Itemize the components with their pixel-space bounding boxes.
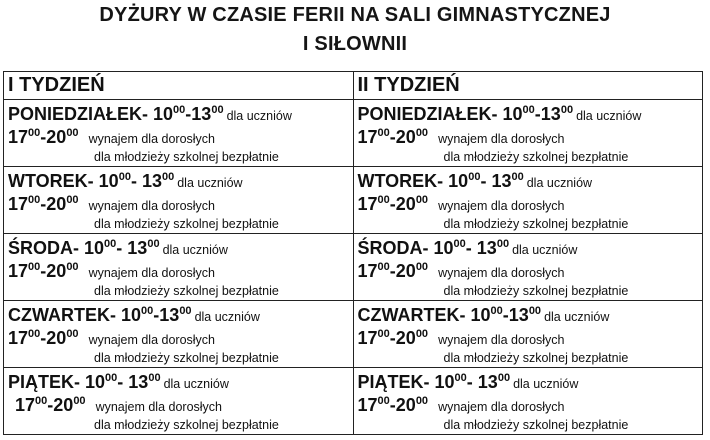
- students-note: dla uczniów: [576, 109, 642, 123]
- students-note: dla uczniów: [526, 176, 593, 190]
- duty-table: [3, 71, 703, 435]
- youth-note: dla młodzieży szkolnej bezpłatnie: [94, 351, 279, 365]
- evening-start-hour: 17: [357, 395, 378, 415]
- schedule-cell-week-1-tuesday: [4, 167, 354, 234]
- morning-end-minutes: 00: [496, 238, 510, 250]
- adults-note: wynajem dla dorosłych: [88, 199, 216, 213]
- evening-start-minutes: 00: [377, 127, 390, 139]
- evening-start-minutes: 00: [377, 328, 390, 340]
- morning-end-minutes: 00: [560, 104, 574, 116]
- schedule-cell-week-1-monday: [4, 100, 354, 167]
- evening-end-hour: 20: [53, 395, 74, 415]
- students-note: dla uczniów: [194, 310, 260, 324]
- evening-start-minutes: 00: [28, 194, 41, 206]
- adults-note: wynajem dla dorosłych: [88, 333, 216, 347]
- evening-end-minutes: 00: [66, 127, 79, 139]
- evening-end-minutes: 00: [66, 194, 79, 206]
- evening-end-hour: 20: [395, 194, 416, 214]
- evening-line: [8, 395, 353, 417]
- morning-start-minutes: 00: [453, 238, 466, 250]
- adults-note: wynajem dla dorosłych: [438, 199, 565, 213]
- students-note: dla uczniów: [177, 176, 243, 190]
- schedule-cell-week-1-thursday: [4, 301, 354, 368]
- morning-line: [358, 371, 703, 395]
- separator: -: [142, 104, 154, 124]
- evening-start-hour: 17: [15, 395, 36, 415]
- day-name: PONIEDZIAŁEK: [357, 104, 492, 124]
- week-2-heading: II TYDZIEŃ: [353, 72, 703, 100]
- morning-end-hour: 13: [128, 372, 149, 392]
- evening-start-hour: 17: [8, 127, 29, 147]
- students-note: dla uczniów: [163, 377, 229, 391]
- day-name: CZWARTEK: [357, 305, 460, 325]
- evening-start-minutes: 00: [35, 395, 48, 407]
- morning-start-minutes: 00: [141, 305, 154, 317]
- morning-end-minutes: 00: [148, 372, 161, 384]
- evening-end-minutes: 00: [415, 194, 429, 206]
- schedule-cell-week-2-monday: [353, 100, 703, 167]
- evening-end-minutes: 00: [415, 328, 429, 340]
- separator: -: [40, 328, 47, 348]
- morning-end-minutes: 00: [161, 171, 175, 183]
- morning-line: [8, 103, 353, 127]
- separator: -: [437, 171, 449, 191]
- evening-end-hour: 20: [46, 194, 67, 214]
- evening-start-hour: 17: [357, 194, 378, 214]
- morning-start-minutes: 00: [104, 238, 117, 250]
- separator: -: [153, 305, 160, 325]
- evening-start-minutes: 00: [377, 261, 390, 273]
- students-note: dla uczniów: [544, 310, 610, 324]
- morning-start-minutes: 00: [105, 372, 118, 384]
- separator: -: [130, 171, 142, 191]
- morning-end-hour: 13: [476, 238, 497, 258]
- schedule-cell-week-1-friday: [4, 368, 354, 435]
- morning-end-minutes: 00: [497, 372, 511, 384]
- schedule-cell-week-2-thursday: [353, 301, 703, 368]
- morning-start-hour: 10: [470, 305, 491, 325]
- morning-end-minutes: 00: [211, 104, 224, 116]
- evening-end-hour: 20: [46, 328, 67, 348]
- evening-line: [358, 328, 703, 350]
- morning-line: [358, 237, 703, 261]
- morning-start-hour: 10: [85, 372, 106, 392]
- evening-end-hour: 20: [395, 328, 416, 348]
- morning-end-minutes: 00: [511, 171, 524, 183]
- evening-end-minutes: 00: [415, 261, 429, 273]
- separator: -: [422, 238, 434, 258]
- day-name: CZWARTEK: [8, 305, 110, 325]
- morning-start-hour: 10: [84, 238, 105, 258]
- morning-line: [358, 170, 703, 194]
- morning-start-hour: 10: [434, 372, 455, 392]
- morning-start-minutes: 00: [454, 372, 467, 384]
- morning-start-hour: 10: [98, 171, 119, 191]
- youth-note: dla młodzieży szkolnej bezpłatnie: [443, 150, 629, 164]
- separator: -: [534, 104, 541, 124]
- morning-start-hour: 10: [502, 104, 523, 124]
- separator: -: [87, 171, 99, 191]
- evening-line: [8, 194, 353, 216]
- morning-start-minutes: 00: [468, 171, 481, 183]
- table-row: [4, 234, 703, 301]
- morning-end-hour: 13: [127, 238, 148, 258]
- adults-note: wynajem dla dorosłych: [88, 266, 216, 280]
- morning-end-minutes: 00: [179, 305, 192, 317]
- separator: -: [459, 305, 471, 325]
- day-name: WTOREK: [357, 171, 438, 191]
- evening-end-minutes: 00: [415, 127, 429, 139]
- adults-note: wynajem dla dorosłych: [438, 132, 565, 146]
- morning-end-hour: 13: [477, 372, 498, 392]
- separator: -: [73, 238, 85, 258]
- separator: -: [389, 395, 396, 415]
- students-note: dla uczniów: [226, 109, 292, 123]
- day-name: PIĄTEK: [357, 372, 424, 392]
- separator: -: [502, 305, 509, 325]
- morning-end-minutes: 00: [528, 305, 542, 317]
- separator: -: [389, 328, 396, 348]
- morning-start-hour: 10: [153, 104, 174, 124]
- adults-note: wynajem dla dorosłych: [95, 400, 223, 414]
- morning-end-minutes: 00: [147, 238, 160, 250]
- youth-note: dla młodzieży szkolnej bezpłatnie: [94, 150, 279, 164]
- adults-note: wynajem dla dorosłych: [88, 132, 216, 146]
- separator: -: [40, 261, 47, 281]
- week-1-heading: I TYDZIEŃ: [4, 72, 354, 100]
- separator: -: [389, 194, 396, 214]
- evening-start-hour: 17: [8, 328, 29, 348]
- evening-end-hour: 20: [46, 261, 67, 281]
- morning-start-hour: 10: [448, 171, 469, 191]
- schedule-cell-week-2-tuesday: [353, 167, 703, 234]
- table-row: [4, 167, 703, 234]
- separator: -: [465, 238, 477, 258]
- separator: -: [480, 171, 492, 191]
- adults-note: wynajem dla dorosłych: [438, 400, 565, 414]
- evening-start-minutes: 00: [377, 194, 390, 206]
- evening-line: [8, 328, 353, 350]
- morning-start-minutes: 00: [490, 305, 503, 317]
- youth-note: dla młodzieży szkolnej bezpłatnie: [443, 418, 629, 432]
- evening-end-minutes: 00: [66, 261, 79, 273]
- evening-start-minutes: 00: [28, 127, 41, 139]
- youth-note: dla młodzieży szkolnej bezpłatnie: [443, 217, 629, 231]
- evening-start-hour: 17: [8, 261, 29, 281]
- table-row: [4, 301, 703, 368]
- students-note: dla uczniów: [513, 377, 579, 391]
- youth-note: dla młodzieży szkolnej bezpłatnie: [94, 217, 279, 231]
- evening-start-hour: 17: [357, 127, 378, 147]
- separator: -: [466, 372, 478, 392]
- separator: -: [389, 261, 396, 281]
- evening-start-hour: 17: [357, 261, 378, 281]
- evening-end-hour: 20: [395, 261, 416, 281]
- table-row: [4, 368, 703, 435]
- separator: -: [74, 372, 86, 392]
- separator: -: [423, 372, 435, 392]
- students-note: dla uczniów: [512, 243, 578, 257]
- schedule-cell-week-2-friday: [353, 368, 703, 435]
- morning-start-hour: 10: [121, 305, 142, 325]
- morning-line: [8, 371, 353, 395]
- page-subtitle: I SIŁOWNII: [302, 33, 408, 55]
- evening-line: [358, 127, 703, 149]
- adults-note: wynajem dla dorosłych: [438, 266, 565, 280]
- evening-start-minutes: 00: [28, 328, 41, 340]
- morning-start-minutes: 00: [173, 104, 186, 116]
- day-name: PONIEDZIAŁEK: [8, 104, 143, 124]
- morning-line: [358, 304, 703, 328]
- day-name: ŚRODA: [8, 238, 74, 258]
- separator: -: [117, 372, 129, 392]
- evening-line: [8, 261, 353, 283]
- morning-end-hour: 13: [508, 305, 529, 325]
- evening-line: [358, 395, 703, 417]
- evening-line: [358, 194, 703, 216]
- separator: -: [110, 305, 121, 325]
- evening-start-hour: 17: [8, 194, 29, 214]
- evening-start-hour: 17: [357, 328, 378, 348]
- morning-line: [8, 237, 353, 261]
- day-name: PIĄTEK: [8, 372, 75, 392]
- separator: -: [491, 104, 503, 124]
- evening-end-hour: 20: [395, 127, 416, 147]
- morning-end-hour: 13: [159, 305, 180, 325]
- morning-line: [8, 304, 353, 328]
- morning-end-hour: 13: [141, 171, 162, 191]
- students-note: dla uczniów: [162, 243, 228, 257]
- day-name: ŚRODA: [357, 238, 423, 258]
- schedule-cell-week-2-wednesday: [353, 234, 703, 301]
- separator: -: [185, 104, 192, 124]
- separator: -: [40, 127, 47, 147]
- morning-end-hour: 13: [491, 171, 512, 191]
- youth-note: dla młodzieży szkolnej bezpłatnie: [443, 351, 629, 365]
- morning-line: [358, 103, 703, 127]
- evening-end-minutes: 00: [66, 328, 79, 340]
- youth-note: dla młodzieży szkolnej bezpłatnie: [443, 284, 629, 298]
- morning-start-hour: 10: [433, 238, 454, 258]
- separator: -: [389, 127, 396, 147]
- table-row: [4, 100, 703, 167]
- evening-end-minutes: 00: [73, 395, 86, 407]
- morning-start-minutes: 00: [522, 104, 535, 116]
- youth-note: dla młodzieży szkolnej bezpłatnie: [94, 284, 279, 298]
- schedule-cell-week-1-wednesday: [4, 234, 354, 301]
- evening-line: [8, 127, 353, 149]
- evening-start-minutes: 00: [28, 261, 41, 273]
- morning-line: [8, 170, 353, 194]
- separator: -: [116, 238, 128, 258]
- day-name: WTOREK: [8, 171, 88, 191]
- morning-end-hour: 13: [540, 104, 561, 124]
- evening-end-minutes: 00: [415, 395, 429, 407]
- separator: -: [47, 395, 54, 415]
- evening-end-hour: 20: [46, 127, 67, 147]
- evening-end-hour: 20: [395, 395, 416, 415]
- morning-end-hour: 13: [191, 104, 212, 124]
- morning-start-minutes: 00: [118, 171, 131, 183]
- evening-line: [358, 261, 703, 283]
- adults-note: wynajem dla dorosłych: [438, 333, 565, 347]
- separator: -: [40, 194, 47, 214]
- evening-start-minutes: 00: [377, 395, 390, 407]
- youth-note: dla młodzieży szkolnej bezpłatnie: [94, 418, 279, 432]
- page-title: DYŻURY W CZASIE FERII NA SALI GIMNASTYCZNEJ: [99, 4, 611, 26]
